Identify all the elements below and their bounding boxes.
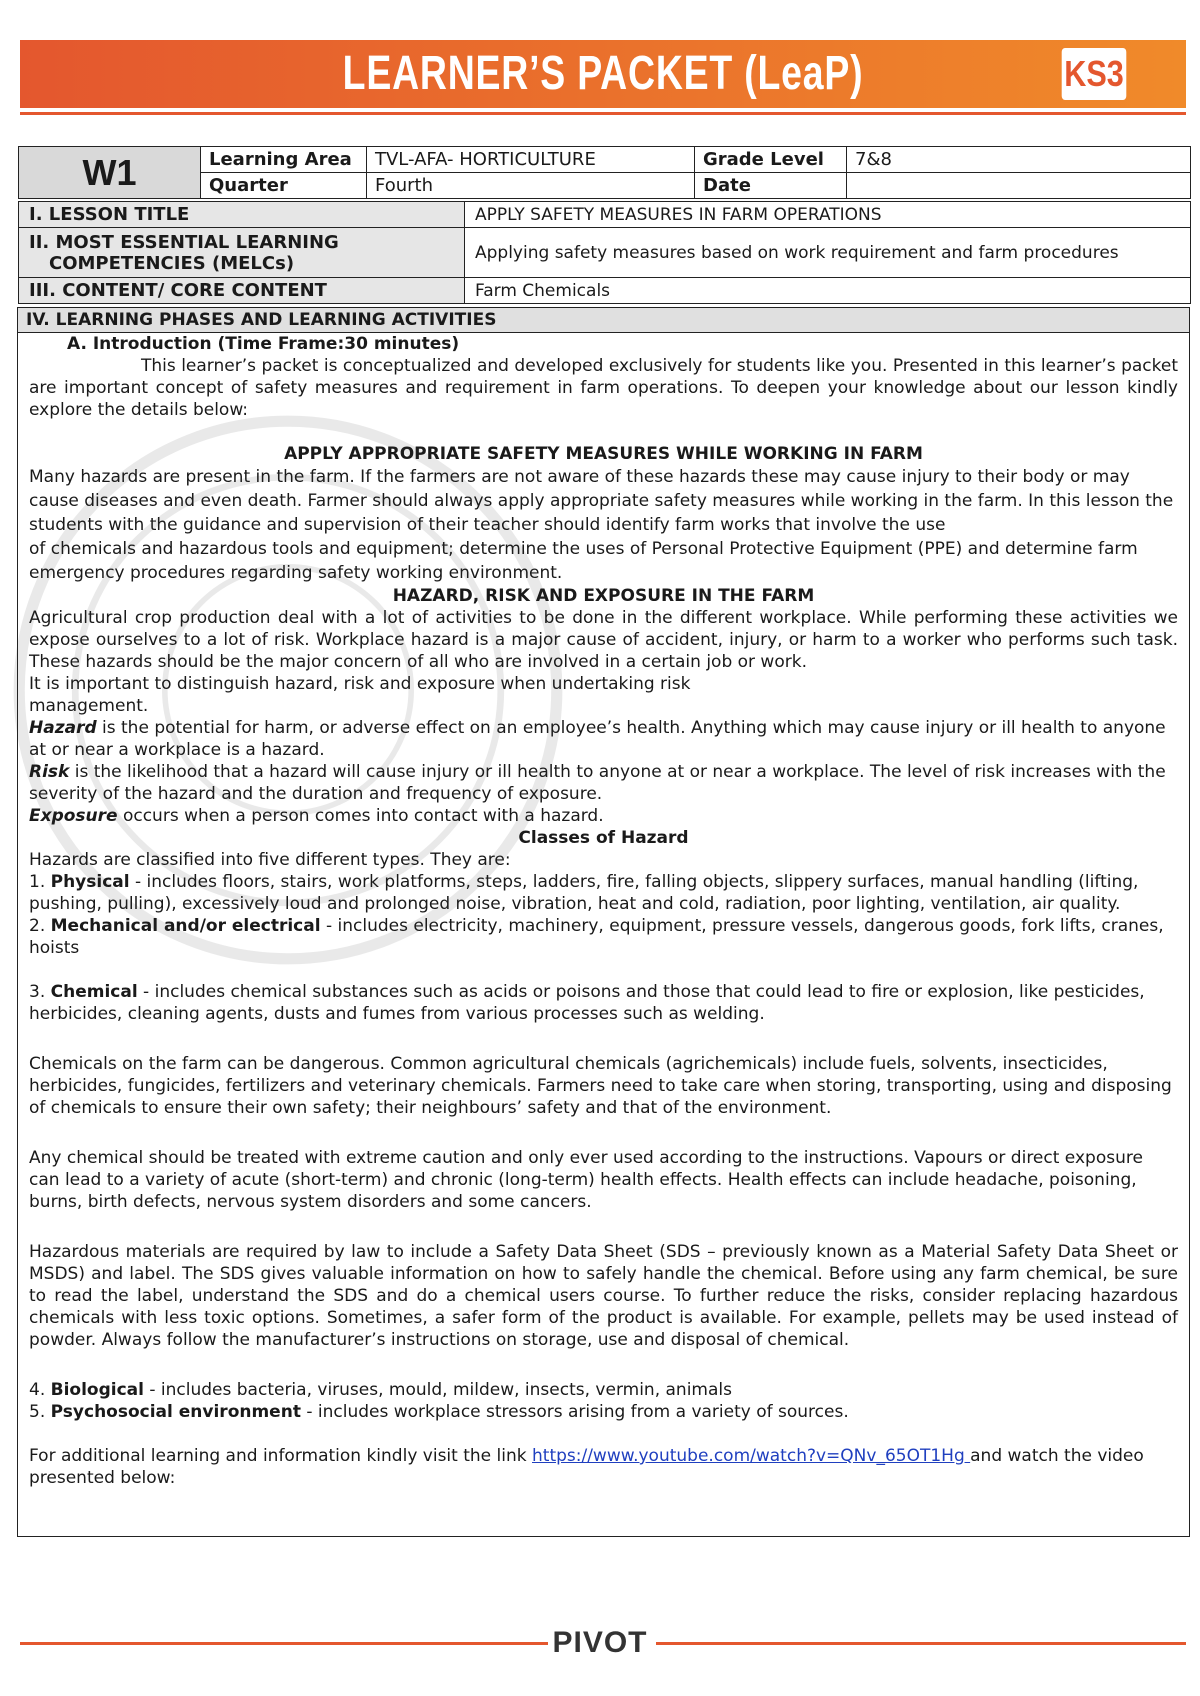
- intro-paragraph: This learner’s packet is conceptualized and developed exclusively for students like you. Presented in this learner’s packet are important concept of safety measures and requirement in farm operations. To deepen your knowledge about our lesson kindly explore the details below:: [29, 356, 1178, 420]
- leap-banner: [20, 40, 1186, 108]
- risk-definition: Risk is the likelihood that a hazard will cause injury or ill health to anyone at or near a workplace. The level of risk increases with the severity of the hazard and the duration and frequency of exposure.: [29, 762, 1166, 804]
- additional-learning: For additional learning and information kindly visit the link https://www.youtube.com/watch?v=QNv_65OT1Hg and watch the video presented below:: [29, 1446, 1144, 1488]
- youtube-link[interactable]: https://www.youtube.com/watch?v=QNv_65OT1Hg: [532, 1446, 971, 1466]
- hazard-paragraph-2b: management.: [29, 696, 149, 716]
- grade-level-value: 7&8: [847, 147, 1191, 173]
- learning-content: [18, 333, 1189, 1489]
- hazard-paragraph: Agricultural crop production deal with a lot of activities to be done in the different workplace. While performing these activities we expose ourselves to a lot of risk. Workplace hazard is a major cause of accident, injury, or harm to a worker who performs such task. These hazards should be the major concern of all who are involved in a certain job or work.: [29, 608, 1178, 672]
- learning-phases-box: [17, 307, 1190, 1537]
- chemicals-paragraph-2: Any chemical should be treated with extreme caution and only ever used according to the instructions. Vapours or direct exposure can lead to a variety of acute (short-term) and chronic (long-term) health effects. Health effects can include headache, poisoning, burns, birth defects, nervous system disorders and some cancers.: [29, 1148, 1143, 1212]
- chemicals-paragraph-3: Hazardous materials are required by law to include a Safety Data Sheet (SDS – previously known as a Material Safety Data Sheet or MSDS) and label. The SDS gives valuable information on how to safely handle the chemical. Before using any farm chemical, be sure to read the label, understand the SDS and do a chemical users course. To further reduce the risks, consider replacing hazardous chemicals with less toxic options. Sometimes, a safer form of the product is available. For example, pellets may be used instead of powder. Always follow the manufacturer’s instructions on storage, use and disposal of chemical.: [29, 1242, 1178, 1350]
- melc-label-line1: II. MOST ESSENTIAL LEARNING: [29, 231, 339, 253]
- quarter-label: Quarter: [201, 173, 367, 199]
- learning-phases-heading: IV. LEARNING PHASES AND LEARNING ACTIVITIES: [18, 308, 1189, 333]
- hazard-heading: HAZARD, RISK AND EXPOSURE IN THE FARM: [392, 586, 815, 606]
- grade-level-label: Grade Level: [695, 147, 847, 173]
- lesson-table: [18, 201, 1191, 304]
- quarter-value: Fourth: [367, 173, 695, 199]
- content-value: Farm Chemicals: [465, 278, 1191, 304]
- melc-label-line2: COMPETENCIES (MELCs): [49, 252, 295, 274]
- date-label: Date: [695, 173, 847, 199]
- exposure-term: Exposure: [29, 806, 118, 826]
- classes-heading: Classes of Hazard: [518, 828, 689, 848]
- safety-heading: APPLY APPROPRIATE SAFETY MEASURES WHILE WORKING IN FARM: [284, 444, 923, 464]
- week-label: W1: [19, 147, 201, 199]
- intro-heading: A. Introduction (Time Frame:30 minutes): [67, 334, 460, 354]
- class-mechanical: 2. Mechanical and/or electrical - includes electricity, machinery, equipment, pressure vessels, dangerous goods, fork lifts, cranes, hoists: [29, 916, 1164, 958]
- banner-title: LEARNER’S PACKET (LeaP): [342, 47, 864, 100]
- class-chemical: 3. Chemical - includes chemical substances such as acids or poisons and those that could lead to fire or explosion, like pesticides, herbicides, cleaning agents, dusts and fumes from various processes such as welding.: [29, 982, 1145, 1024]
- safety-paragraph-2: of chemicals and hazardous tools and equipment; determine the uses of Personal Protective Equipment (PPE) and determine farm emergency procedures regarding safety working environment.: [29, 539, 1138, 583]
- chemicals-paragraph-1: Chemicals on the farm can be dangerous. Common agricultural chemicals (agrichemicals) include fuels, solvents, insecticides, herbicides, fungicides, fertilizers and veterinary chemicals. Farmers need to take care when storing, transporting, using and disposing of chemicals to ensure their own safety; their neighbours’ safety and that of the environment.: [29, 1054, 1172, 1118]
- exposure-definition: Exposure occurs when a person comes into contact with a hazard.: [29, 806, 604, 826]
- hazard-term: Hazard: [29, 718, 97, 738]
- class-biological: 4. Biological - includes bacteria, viruses, mould, mildew, insects, vermin, animals: [29, 1380, 732, 1400]
- lesson-title-label: I. LESSON TITLE: [19, 202, 465, 228]
- pivot-logo: PIVOT: [552, 1626, 648, 1659]
- classes-intro: Hazards are classified into five different types. They are:: [29, 850, 511, 870]
- ks3-badge: KS3: [1062, 48, 1127, 100]
- banner-underline: [20, 112, 1186, 115]
- header-info-table: [18, 146, 1191, 199]
- risk-term: Risk: [29, 762, 70, 782]
- class-physical: 1. Physical - includes floors, stairs, work platforms, steps, ladders, fire, falling objects, slippery surfaces, manual handling (lifting, pushing, pulling), excessively loud and prolonged noise, vibration, heat and cold, radiation, poor lighting, ventilation, air quality.: [29, 872, 1139, 914]
- date-value: [847, 173, 1191, 199]
- content-label: III. CONTENT/ CORE CONTENT: [19, 278, 465, 304]
- hazard-paragraph-2a: It is important to distinguish hazard, risk and exposure when undertaking risk: [29, 674, 691, 694]
- hazard-definition: Hazard is the potential for harm, or adverse effect on an employee’s health. Anything which may cause injury or ill health to anyone at or near a workplace is a hazard.: [29, 718, 1166, 760]
- class-psychosocial: 5. Psychosocial environment - includes workplace stressors arising from a variety of sources.: [29, 1402, 849, 1422]
- lesson-title-value: APPLY SAFETY MEASURES IN FARM OPERATIONS: [465, 202, 1191, 228]
- melc-value: Applying safety measures based on work requirement and farm procedures: [465, 228, 1191, 278]
- safety-paragraph-1: Many hazards are present in the farm. If the farmers are not aware of these hazards these may cause injury to their body or may cause diseases and even death. Farmer should always apply appropriate safety measures while working in the farm. In this lesson the students with the guidance and supervision of their teacher should identify farm works that involve the use: [29, 467, 1174, 535]
- learning-area-value: TVL-AFA- HORTICULTURE: [367, 147, 695, 173]
- learning-area-label: Learning Area: [201, 147, 367, 173]
- melc-label: [19, 228, 465, 278]
